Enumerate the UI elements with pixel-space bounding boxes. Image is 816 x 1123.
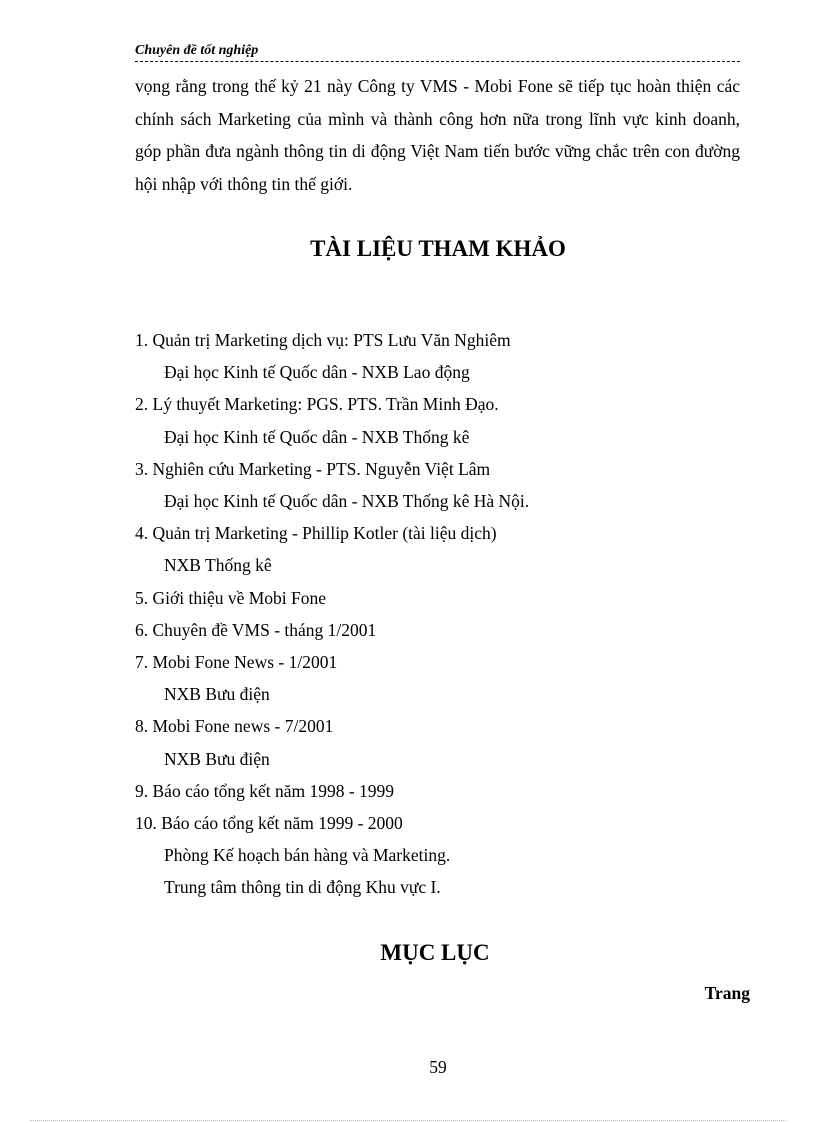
reference-publisher: Đại học Kinh tế Quốc dân - NXB Thống kê — [164, 426, 470, 447]
reference-entry: 3. Nghiên cứu Marketing - PTS. Nguyễn Việt Lâm — [135, 458, 491, 479]
running-header-text: Chuyên đề tốt nghiệp — [135, 43, 262, 58]
intro-paragraph: vọng rằng trong thế kỷ 21 này Công ty VMS - Mobi Fone sẽ tiếp tục hoàn thiện các chính sách Marketing của mình và thành công hơn nữa trong lĩnh vực kinh doanh, góp phần đưa ngành thông tin di động Việt Nam tiến bước vững chắc trên con đường hội nhập với thông tin thế giới. — [135, 76, 740, 194]
reference-entry: 9. Báo cáo tổng kết năm 1998 - 1999 — [135, 780, 395, 801]
running-header — [135, 42, 740, 62]
reference-entry: 4. Quản trị Marketing - Phillip Kotler (tài liệu dịch) — [135, 523, 497, 544]
footer-divider — [30, 1120, 786, 1121]
page-number: 59 — [429, 1057, 447, 1077]
reference-entry: 8. Mobi Fone news - 7/2001 — [135, 716, 334, 737]
reference-publisher: NXB Bưu điện — [164, 684, 270, 705]
reference-publisher: NXB Thống kê — [164, 555, 272, 576]
reference-publisher: Đại học Kinh tế Quốc dân - NXB Thống kê Hà Nội. — [164, 491, 530, 512]
reference-entry: 1. Quản trị Marketing dịch vụ: PTS Lưu Văn Nghiêm — [135, 330, 511, 350]
references-title: TÀI LIỆU THAM KHẢO — [310, 236, 566, 261]
reference-entry: 7. Mobi Fone News - 1/2001 — [135, 652, 338, 673]
table-of-contents-title: MỤC LỤC — [380, 940, 490, 965]
toc-page-column-label: Trang — [704, 983, 750, 1003]
reference-entry: 10. Báo cáo tổng kết năm 1999 - 2000 — [135, 813, 403, 834]
reference-publisher: NXB Bưu điện — [164, 748, 270, 769]
reference-entry: 5. Giới thiệu về Mobi Fone — [135, 587, 327, 608]
reference-publisher: Đại học Kinh tế Quốc dân - NXB Lao động — [164, 362, 470, 383]
reference-publisher: Trung tâm thông tin di động Khu vực I. — [164, 877, 441, 898]
reference-publisher: Phòng Kế hoạch bán hàng và Marketing. — [164, 845, 451, 866]
references-list — [135, 324, 755, 904]
reference-entry: 6. Chuyên đề VMS - tháng 1/2001 — [135, 619, 377, 640]
reference-entry: 2. Lý thuyết Marketing: PGS. PTS. Trần Minh Đạo. — [135, 394, 499, 415]
